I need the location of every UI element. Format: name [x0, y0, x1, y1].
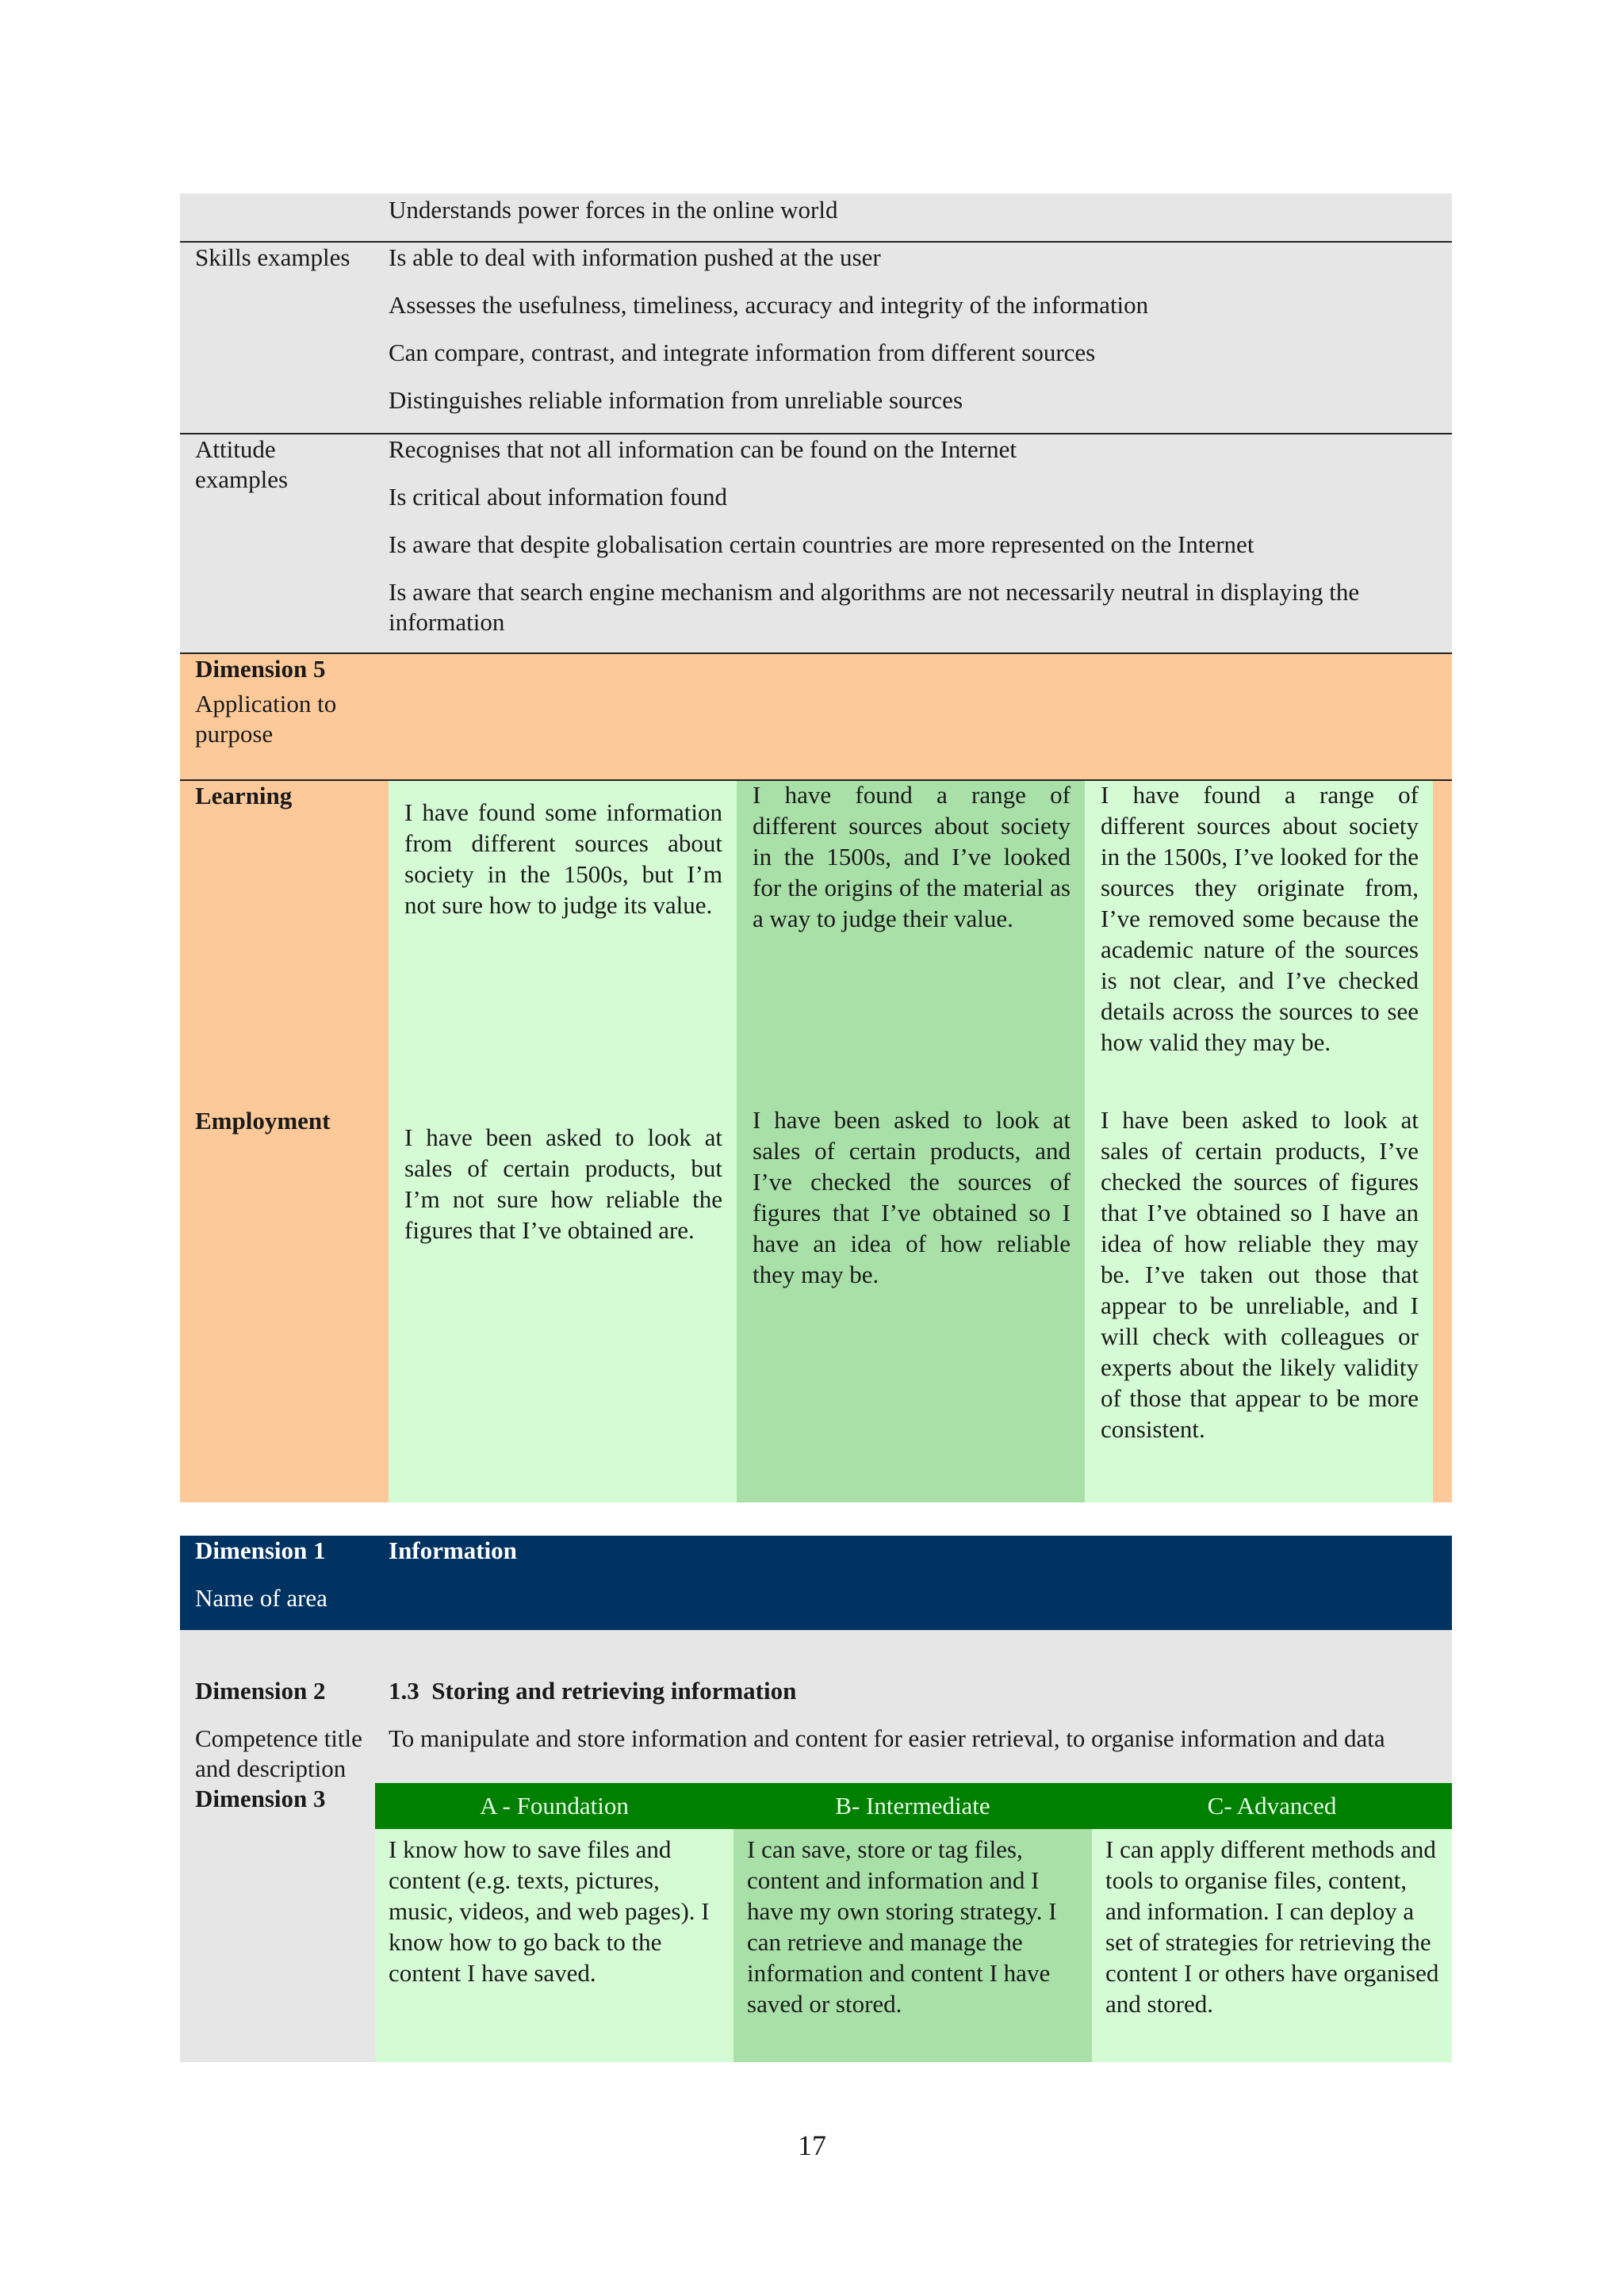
skills-item-1: Is able to deal with information pushed at the user: [389, 243, 881, 271]
attitude-item-1: Recognises that not all information can be found on the Internet: [389, 435, 1017, 463]
competence-table-top: [180, 193, 1452, 1502]
knowledge-continuation-row: [180, 193, 1452, 242]
attitude-item-4: Is aware that search engine mechanism and algorithms are not necessarily neutral in displaying the information: [389, 578, 1360, 636]
competence-title: [389, 1676, 1438, 1706]
level-b-description: I can save, store or tag files, content and information and I have my own storing strategy. I can retrieve and manage the information and content I have saved or stored.: [747, 1835, 1057, 2018]
competence-description: To manipulate and store information and content for easier retrieval, to organise information and data: [389, 1724, 1385, 1752]
learning-level-a: I have found some information from different sources about society in the 1500s, but I’m not sure how to judge its value.: [404, 798, 722, 919]
examples-block: [180, 781, 1452, 1502]
level-c-heading: C- Advanced: [1207, 1792, 1337, 1820]
dimension5-subtitle: Application to purpose: [195, 690, 337, 748]
attitude-item-2: Is critical about information found: [389, 483, 727, 511]
competence-name: Storing and retrieving information: [431, 1677, 797, 1705]
skills-item-3: Can compare, contrast, and integrate information from different sources: [389, 339, 1096, 366]
skills-label: Skills examples: [195, 243, 350, 271]
dimension5-row: [180, 654, 1452, 779]
learning-level-b: I have found a range of different sources about society in the 1500s, and I’ve looked for the origins of the material as a way to judge their value.: [753, 781, 1071, 932]
learning-label: Learning: [195, 782, 293, 809]
dimension1-subtitle: Name of area: [195, 1584, 327, 1612]
attitude-label: Attitude examples: [195, 435, 289, 493]
dimension1-title: Dimension 1: [195, 1536, 326, 1564]
knowledge-item: Understands power forces in the online world: [389, 196, 838, 224]
level-a-description: I know how to save files and content (e.g. texts, pictures, music, videos, and web pages). I know how to go back to the content I have saved.: [389, 1835, 710, 1987]
dimension3-title: Dimension 3: [195, 1785, 326, 1812]
attitude-item-3: Is aware that despite globalisation certain countries are more represented on the Internet: [389, 530, 1254, 558]
attitude-row: [180, 434, 1452, 652]
level-a-heading: A - Foundation: [480, 1792, 629, 1820]
dimension2-title: Dimension 2: [195, 1677, 326, 1705]
employment-level-c: I have been asked to look at sales of certain products, I’ve checked the sources of figures that I’ve obtained so I have an idea of how reliable they may be. I’ve taken out those that appear to be unreliable, and I will check with colleagues or experts about the likely validity of those that appear to be more consistent.: [1101, 1106, 1419, 1443]
skills-item-4: Distinguishes reliable information from unreliable sources: [389, 386, 963, 414]
dimension1-row: [180, 1536, 1452, 1630]
skills-row: [180, 243, 1452, 433]
learning-level-c: I have found a range of different sources about society in the 1500s, I’ve looked for the sources they originate from, I’ve removed some because the academic nature of the sources is not clear, and I’ve checked details across the sources to see how valid they may be.: [1101, 781, 1419, 1056]
level-b-heading: B- Intermediate: [835, 1792, 990, 1820]
page-number: 17: [798, 2130, 826, 2161]
employment-level-b: I have been asked to look at sales of certain products, and I’ve checked the sources of figures that I’ve obtained so I have an idea of how reliable they may be.: [753, 1106, 1071, 1288]
level-c-description: I can apply different methods and tools to organise files, content, and information. I can deploy a set of strategies for retrieving the content I or others have organised and stored.: [1105, 1835, 1439, 2018]
employment-label: Employment: [195, 1107, 331, 1135]
dimension5-title: Dimension 5: [195, 655, 326, 683]
employment-level-a: I have been asked to look at sales of certain products, but I’m not sure how reliable the figures that I’ve obtained are.: [404, 1123, 722, 1244]
dimension1-value: Information: [389, 1536, 517, 1564]
competence-number: 1.3: [389, 1677, 419, 1705]
dimension2-subtitle: Competence title and description: [195, 1724, 362, 1782]
competence-table-bottom: [180, 1536, 1452, 2112]
skills-item-2: Assesses the usefulness, timeliness, accuracy and integrity of the information: [389, 291, 1149, 319]
proficiency-header: [375, 1783, 1452, 1829]
proficiency-row: [180, 1829, 1452, 2062]
